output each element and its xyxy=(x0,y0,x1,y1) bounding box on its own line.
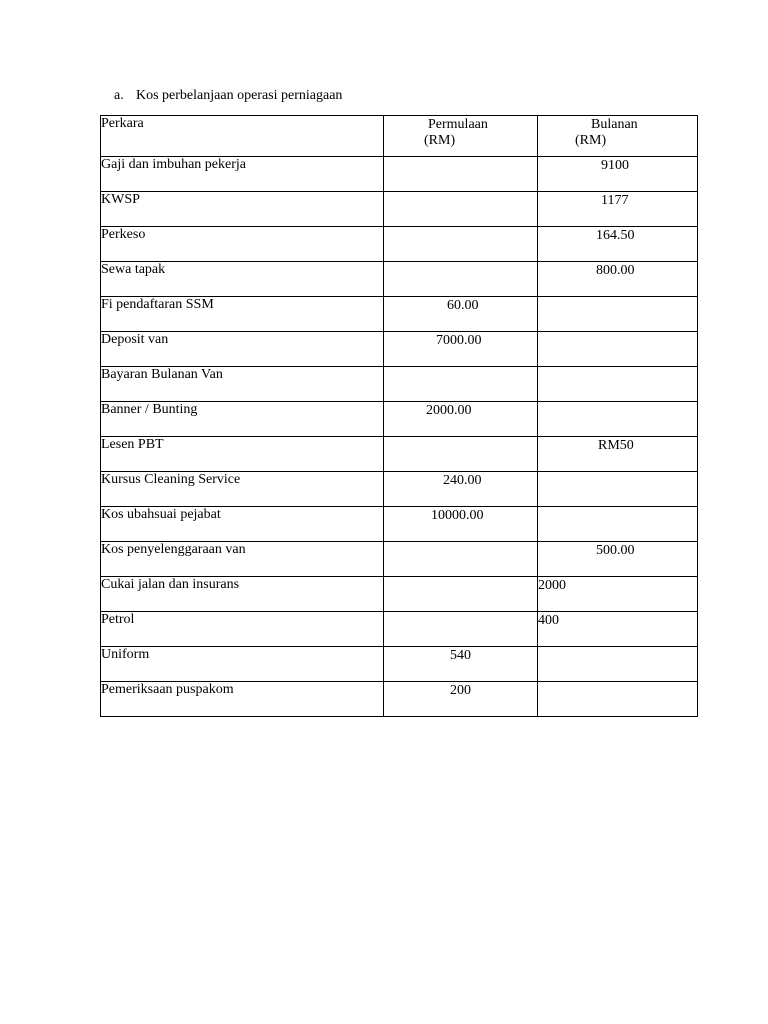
row-item: Bayaran Bulanan Van xyxy=(101,367,384,402)
table-row xyxy=(101,542,698,577)
header-monthly xyxy=(538,116,698,157)
row-start-cost xyxy=(384,612,538,647)
header-start xyxy=(384,116,538,157)
table-row xyxy=(101,682,698,717)
row-start-cost: 540 xyxy=(384,647,538,682)
row-start-cost xyxy=(384,577,538,612)
row-item: Petrol xyxy=(101,612,384,647)
header-item: Perkara xyxy=(101,116,384,157)
row-start-cost xyxy=(384,367,538,402)
row-monthly-cost: 9100 xyxy=(538,157,698,192)
row-item: Perkeso xyxy=(101,227,384,262)
row-monthly-cost xyxy=(538,507,698,542)
table-row xyxy=(101,192,698,227)
header-start-label: Permulaan xyxy=(428,117,488,132)
row-item: Lesen PBT xyxy=(101,437,384,472)
table-row xyxy=(101,437,698,472)
row-item: Fi pendaftaran SSM xyxy=(101,297,384,332)
section-title: Kos perbelanjaan operasi perniagaan xyxy=(136,88,343,103)
row-start-cost xyxy=(384,192,538,227)
row-monthly-cost xyxy=(538,297,698,332)
table-row xyxy=(101,472,698,507)
row-item: Uniform xyxy=(101,647,384,682)
row-start-cost xyxy=(384,542,538,577)
row-item: Pemeriksaan puspakom xyxy=(101,682,384,717)
section-heading xyxy=(114,87,342,105)
row-item: Kos penyelenggaraan van xyxy=(101,542,384,577)
row-start-cost xyxy=(384,227,538,262)
table-row xyxy=(101,367,698,402)
row-item: Banner / Bunting xyxy=(101,402,384,437)
table-row xyxy=(101,332,698,367)
row-start-cost xyxy=(384,157,538,192)
table-header-row xyxy=(101,116,698,157)
table-row xyxy=(101,297,698,332)
row-monthly-cost: RM50 xyxy=(538,437,698,472)
header-monthly-label: Bulanan xyxy=(591,117,638,132)
row-monthly-cost: 400 xyxy=(538,612,698,647)
row-item: KWSP xyxy=(101,192,384,227)
row-item: Kursus Cleaning Service xyxy=(101,472,384,507)
row-start-cost: 200 xyxy=(384,682,538,717)
row-item: Kos ubahsuai pejabat xyxy=(101,507,384,542)
table-row xyxy=(101,402,698,437)
table-row xyxy=(101,612,698,647)
row-start-cost: 60.00 xyxy=(384,297,538,332)
cost-table xyxy=(100,115,698,717)
row-monthly-cost xyxy=(538,332,698,367)
row-monthly-cost xyxy=(538,402,698,437)
row-start-cost xyxy=(384,262,538,297)
row-monthly-cost: 164.50 xyxy=(538,227,698,262)
row-monthly-cost: 1177 xyxy=(538,192,698,227)
table-row xyxy=(101,157,698,192)
row-monthly-cost: 2000 xyxy=(538,577,698,612)
row-start-cost: 240.00 xyxy=(384,472,538,507)
row-monthly-cost: 500.00 xyxy=(538,542,698,577)
table-row xyxy=(101,227,698,262)
table-row xyxy=(101,647,698,682)
row-item: Gaji dan imbuhan pekerja xyxy=(101,157,384,192)
row-start-cost xyxy=(384,437,538,472)
row-item: Sewa tapak xyxy=(101,262,384,297)
table-row xyxy=(101,507,698,542)
header-monthly-unit: (RM) xyxy=(575,133,607,148)
row-item: Deposit van xyxy=(101,332,384,367)
row-monthly-cost xyxy=(538,647,698,682)
section-marker: a. xyxy=(114,88,124,103)
row-item: Cukai jalan dan insurans xyxy=(101,577,384,612)
row-monthly-cost xyxy=(538,682,698,717)
row-start-cost: 10000.00 xyxy=(384,507,538,542)
row-monthly-cost xyxy=(538,367,698,402)
row-monthly-cost xyxy=(538,472,698,507)
row-monthly-cost: 800.00 xyxy=(538,262,698,297)
table-row xyxy=(101,262,698,297)
row-start-cost: 2000.00 xyxy=(384,402,538,437)
header-start-unit: (RM) xyxy=(424,133,456,148)
row-start-cost: 7000.00 xyxy=(384,332,538,367)
table-row xyxy=(101,577,698,612)
